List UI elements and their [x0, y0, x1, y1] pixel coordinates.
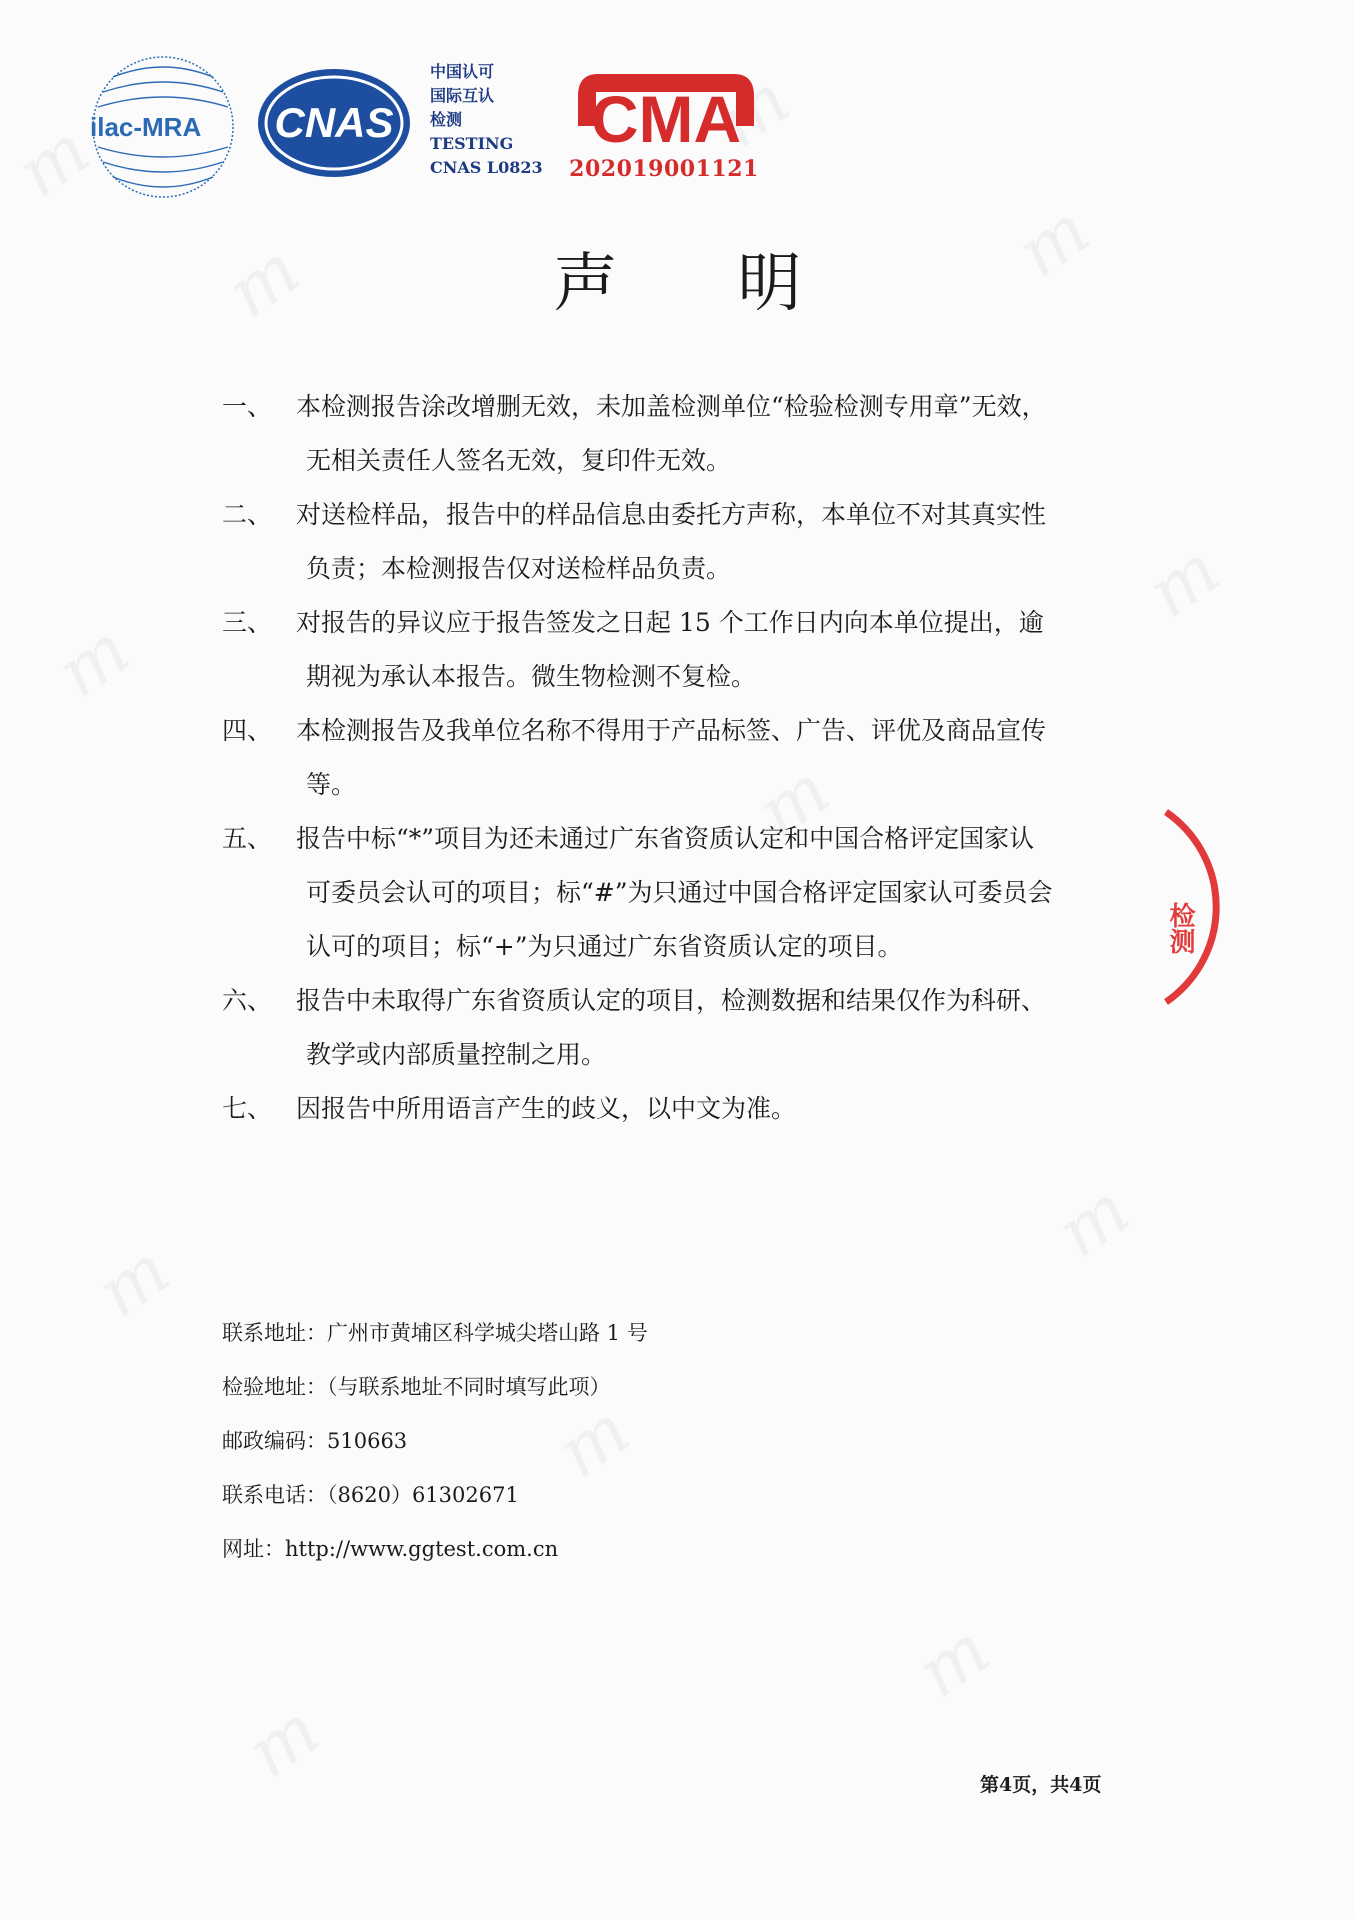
- phone: （8620）61302671: [327, 1483, 519, 1507]
- clause: [222, 1082, 1122, 1136]
- contact-address-label: 联系地址：: [222, 1321, 327, 1345]
- clause-text: [296, 380, 1122, 488]
- contact-address: 广州市黄埔区科学城尖塔山路 1 号: [327, 1321, 648, 1345]
- clause-line: 报告中标“*”项目为还未通过广东省资质认定和中国合格评定国家认: [296, 824, 1035, 853]
- watermark: m: [902, 1608, 1004, 1714]
- clause-text: [296, 704, 1122, 812]
- svg-text:CMA: CMA: [590, 82, 742, 156]
- clause-line: 负责；本检测报告仅对送检样品负责。: [306, 554, 732, 583]
- clause-line: 对送检样品，报告中的样品信息由委托方声称，本单位不对其真实性: [296, 500, 1047, 529]
- page-title: 声明: [553, 247, 922, 321]
- cnas-caption-line: CNAS L0823: [430, 158, 543, 177]
- cnas-caption-line: 检测: [430, 110, 463, 129]
- clause-number: 六、: [222, 986, 273, 1015]
- cnas-caption-line: TESTING: [430, 134, 514, 153]
- seal-stamp: [1158, 792, 1268, 1022]
- watermark: m: [212, 228, 314, 334]
- page-number: 第4页，共4页: [980, 1774, 1102, 1796]
- watermark: m: [742, 748, 844, 854]
- clause-text: [296, 974, 1122, 1082]
- svg-text:CNAS: CNAS: [274, 99, 394, 146]
- inspection-address-row: [222, 1360, 648, 1414]
- contact-info: [222, 1306, 648, 1576]
- watermark: m: [542, 1388, 644, 1494]
- contact-address-row: [222, 1306, 648, 1360]
- website-row: [222, 1522, 648, 1576]
- clause: [222, 812, 1122, 974]
- clause-number: 三、: [222, 608, 273, 637]
- clause-line: 对报告的异议应于报告签发之日起 15 个工作日内向本单位提出，逾: [296, 608, 1044, 637]
- ilac-mra-logo: [88, 52, 238, 202]
- clause: [222, 488, 1122, 596]
- watermark: m: [1132, 528, 1234, 634]
- clause-line: 本检测报告及我单位名称不得用于产品标签、广告、评优及商品宣传: [296, 716, 1047, 745]
- website-label: 网址：: [222, 1537, 285, 1561]
- clause-number: 二、: [222, 500, 273, 529]
- clause: [222, 974, 1122, 1082]
- cnas-logo: [254, 63, 414, 183]
- inspection-address: （与联系地址不同时填写此项）: [327, 1375, 611, 1399]
- clause: [222, 380, 1122, 488]
- clause-text: [296, 1082, 1122, 1136]
- cnas-caption-line: 国际互认: [430, 86, 495, 105]
- postcode-label: 邮政编码：: [222, 1429, 327, 1453]
- clause-line: 认可的项目；标“+”为只通过广东省资质认定的项目。: [306, 932, 903, 961]
- watermark: m: [232, 1688, 334, 1794]
- clause-number: 五、: [222, 824, 273, 853]
- cma-number: 202019001121: [569, 156, 759, 182]
- postcode: 510663: [327, 1429, 408, 1453]
- inspection-address-label: 检验地址：: [222, 1375, 327, 1399]
- phone-row: [222, 1468, 648, 1522]
- watermark: m: [42, 608, 144, 714]
- clause-line: 等。: [306, 770, 357, 799]
- clause-list: [222, 380, 1122, 1136]
- clause-line: 教学或内部质量控制之用。: [306, 1040, 607, 1069]
- watermark: m: [1002, 188, 1104, 294]
- watermark: m: [2, 108, 104, 214]
- website-link[interactable]: http://www.ggtest.com.cn: [285, 1537, 559, 1561]
- clause-number: 一、: [222, 392, 273, 421]
- clause: [222, 596, 1122, 704]
- clause-text: [296, 488, 1122, 596]
- clause-text: [296, 812, 1122, 974]
- cnas-caption: [430, 60, 543, 180]
- cnas-caption-line: 中国认可: [430, 62, 495, 81]
- clause-number: 七、: [222, 1094, 273, 1123]
- clause-line: 因报告中所用语言产生的歧义，以中文为准。: [296, 1094, 797, 1123]
- clause-line: 可委员会认可的项目；标“#”为只通过中国合格评定国家认可委员会: [306, 878, 1053, 907]
- watermark: m: [82, 1228, 184, 1334]
- phone-label: 联系电话：: [222, 1483, 327, 1507]
- clause-line: 报告中未取得广东省资质认定的项目，检测数据和结果仅作为科研、: [296, 986, 1047, 1015]
- svg-text:ilac-MRA: ilac-MRA: [90, 112, 202, 142]
- clause: [222, 704, 1122, 812]
- clause-line: 本检测报告涂改增删无效，未加盖检测单位“检验检测专用章”无效，: [296, 392, 1047, 421]
- clause-line: 无相关责任人签名无效，复印件无效。: [306, 446, 732, 475]
- postcode-row: [222, 1414, 648, 1468]
- clause-number: 四、: [222, 716, 273, 745]
- clause-line: 期视为承认本报告。微生物检测不复检。: [306, 662, 757, 691]
- clause-text: [296, 596, 1122, 704]
- svg-text:检测: 检测: [1165, 902, 1195, 954]
- watermark: m: [1042, 1168, 1144, 1274]
